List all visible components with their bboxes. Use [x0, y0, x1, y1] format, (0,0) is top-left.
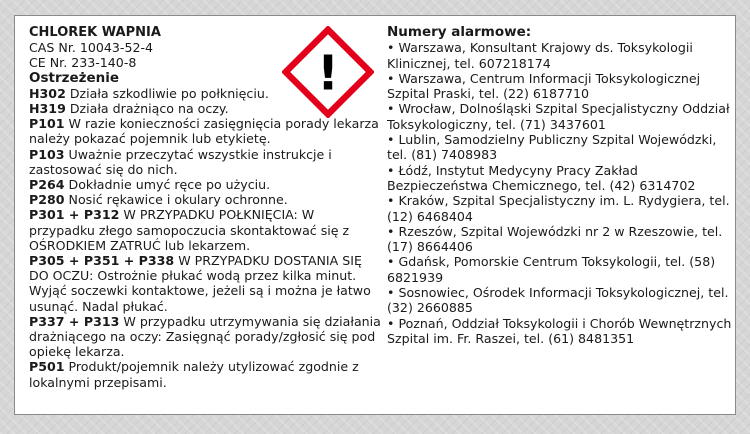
- statement-p337-p313: P337 + P313 W przypadku utrzymywania się działania drażniącego na oczy: Zasięgnąć porady/zgłosić się pod opiekę lekarza.: [29, 313, 381, 360]
- cas-number: CAS Nr. 10043-52-4: [29, 40, 154, 56]
- bullet: •: [387, 162, 395, 178]
- emergency-entry: [387, 101, 733, 132]
- statement-p280: P280 Nosić rękawice i okulary ochronne.: [29, 192, 288, 208]
- bullet: •: [387, 132, 395, 148]
- emergency-entry-text: Gdańsk, Pomorskie Centrum Toksykologii, tel. (58) 6821939: [387, 254, 716, 285]
- bullet: •: [387, 40, 395, 56]
- emergency-entry: [387, 285, 733, 316]
- statement-h302: H302 Działa szkodliwie po połknięciu.: [29, 85, 269, 101]
- emergency-entry: [387, 132, 733, 163]
- bullet: •: [387, 285, 395, 301]
- statement-p103: P103 Uważnie przeczytać wszystkie instrukcje i zastosować się do nich.: [29, 146, 332, 177]
- emergency-entry: [387, 163, 733, 194]
- exclamation-mark: !: [317, 46, 339, 102]
- emergency-entry-text: Kraków, Szpital Specjalistyczny im. L. Rydygiera, tel. (12) 6468404: [387, 193, 730, 224]
- bullet: •: [387, 223, 395, 239]
- emergency-entry-text: Łódź, Instytut Medycyny Pracy Zakład Bezpieczeństwa Chemicznego, tel. (42) 6314702: [387, 162, 696, 193]
- emergency-entry-text: Warszawa, Konsultant Krajowy ds. Toksykologii Klinicznej, tel. 607218174: [387, 40, 693, 71]
- emergency-entry: [387, 254, 733, 285]
- statement-p305-p351-p338: P305 + P351 + P338 W PRZYPADKU DOSTANIA SIĘ DO OCZU: Ostrożnie płukać wodą przez kilka minut. Wyjąć soczewki kontaktowe, jeżeli są i można je łatwo usunąć. Nadal płukać.: [29, 253, 371, 314]
- emergency-entry-text: Sosnowiec, Ośrodek Informacji Toksykologicznej, tel. (32) 2660885: [387, 285, 729, 316]
- statement-h319: H319 Działa drażniąco na oczy.: [29, 101, 229, 117]
- emergency-entry-text: Warszawa, Centrum Informacji Toksykologicznej Szpital Praski, tel. (22) 6187710: [387, 70, 701, 102]
- statement-p101: P101 W razie konieczności zasięgnięcia porady lekarza należy pokazać pojemnik lub etykietę.: [29, 116, 379, 147]
- bullet: •: [387, 254, 395, 270]
- bullet: •: [387, 315, 395, 331]
- product-name: CHLOREK WAPNIA: [29, 25, 161, 40]
- emergency-entry-text: Poznań, Oddział Toksykologii i Chorób Wewnętrznych Szpital im. Fr. Raszei, tel. (61) 8481351: [387, 315, 732, 346]
- bullet: •: [387, 101, 395, 117]
- emergency-entry: [387, 193, 733, 224]
- ce-number: CE Nr. 233-140-8: [29, 55, 137, 71]
- emergency-entry: [387, 40, 733, 71]
- emergency-entry-text: Lublin, Samodzielny Publiczny Szpital Wojewódzki, tel. (81) 7408983: [387, 132, 717, 163]
- statement-p264: P264 Dokładnie umyć ręce po użyciu.: [29, 177, 271, 193]
- emergency-entry-text: Rzeszów, Szpital Wojewódzki nr 2 w Rzeszowie, tel. (17) 8664406: [387, 223, 723, 255]
- emergency-entry: [387, 71, 733, 102]
- emergency-entry: [387, 316, 733, 347]
- emergency-entry: [387, 224, 733, 255]
- statement-p501: P501 Produkt/pojemnik należy utylizować zgodnie z lokalnymi przepisami.: [29, 359, 359, 390]
- emergency-entry-text: Wrocław, Dolnośląski Szpital Specjalistyczny Oddział Toksykologiczny, tel. (71) 3437601: [387, 101, 730, 132]
- ghs07-exclamation-mark-icon: [282, 26, 374, 118]
- bullet: •: [387, 70, 395, 86]
- safety-label: [14, 15, 736, 415]
- statement-p301-p312: P301 + P312 W PRZYPADKU POŁKNIĘCIA: W przypadku złego samopoczucia skontaktować się z OŚRODKIEM ZATRUĆ lub lekarzem.: [29, 207, 350, 253]
- bullet: •: [387, 193, 395, 209]
- emergency-list: [387, 40, 733, 346]
- emergency-title: Numery alarmowe:: [387, 24, 532, 40]
- emergency-column: [387, 25, 733, 346]
- signal-word: Ostrzeżenie: [29, 69, 120, 86]
